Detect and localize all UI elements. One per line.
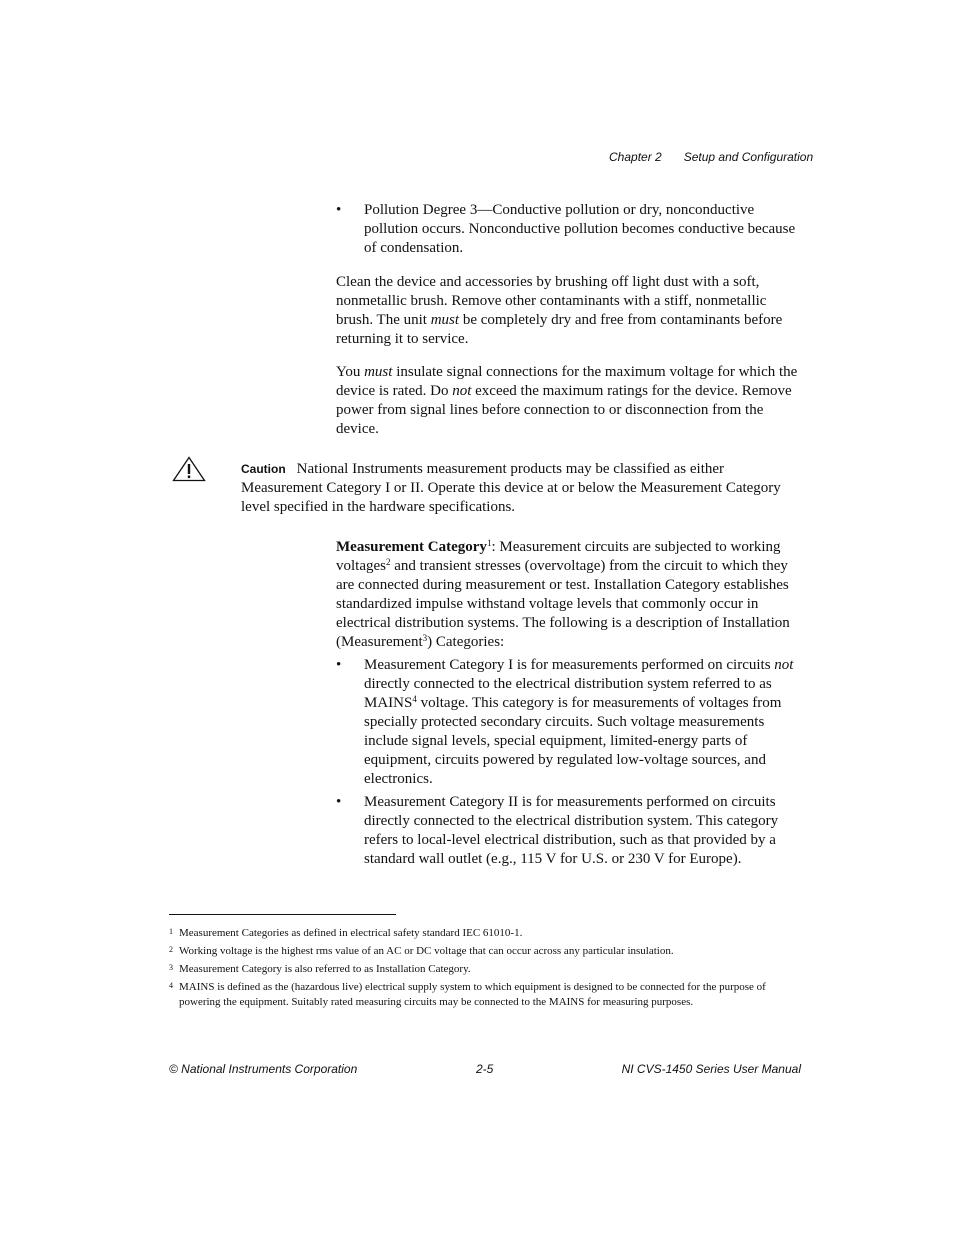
footnote-number: 4 — [169, 981, 173, 990]
bullet-marker: • — [336, 794, 342, 810]
footnote-text: Measurement Categories as defined in electrical safety standard IEC 61010-1. — [179, 927, 523, 939]
cleaning-paragraph — [336, 273, 801, 349]
footnote-item — [169, 962, 801, 977]
insulation-text-3: exceed the maximum ratings for the device. Remove power from signal lines before connection to or disconnection from the device. — [336, 383, 792, 437]
footnote-number: 2 — [169, 945, 173, 954]
insulation-emphasis-2: not — [452, 383, 472, 399]
pollution-degree-item — [336, 201, 801, 258]
warning-triangle-icon — [172, 456, 206, 482]
category-text-1: : Measurement circuits are subjected to working voltages — [336, 539, 781, 574]
footnote-text: Working voltage is the highest rms value of an AC or DC voltage that can occur across any particular insulation. — [179, 945, 674, 957]
footer-copyright: © National Instruments Corporation — [169, 1062, 358, 1076]
insulation-paragraph — [336, 363, 801, 439]
header-section: Setup and Configuration — [683, 150, 814, 164]
footnote-ref-2[interactable]: 2 — [386, 557, 391, 567]
footnote-ref-3[interactable]: 3 — [422, 633, 428, 643]
category-i-item — [336, 656, 801, 789]
measurement-category-heading: Measurement Category — [336, 539, 487, 555]
cleaning-emphasis: must — [430, 312, 460, 328]
caution-note — [241, 460, 801, 517]
footnote-item — [169, 944, 801, 959]
cleaning-text-2: be completely dry and free from contaminants before returning it to service. — [336, 312, 783, 347]
caution-text: National Instruments measurement products may be classified as either Measurement Category I or II. Operate this device at or below the Measurement Category level specified in the hardware specifications. — [241, 461, 781, 515]
category-ii-text: Measurement Category II is for measurements performed on circuits directly connected to the electrical distribution system. This category refers to local-level electrical distribution, such as that provided by a standard wall outlet (e.g., 115 V for U.S. or 230 V for Europe). — [364, 794, 779, 867]
footnote-number: 1 — [169, 927, 173, 936]
footnote-ref-1[interactable]: 1 — [486, 538, 492, 548]
insulation-text-1: You — [336, 364, 365, 380]
footnotes — [169, 926, 801, 1013]
category-i-text-3: voltage. This category is for measurements of voltages from specially protected secondary circuits. Such voltage measurements include signal levels, special equipment, limited-energy parts of equipment, circuits powered by regulated low-voltage sources, and electronics. — [364, 695, 782, 787]
footnote-item — [169, 980, 801, 1010]
category-text-3: ) Categories: — [427, 634, 505, 650]
insulation-text-2: insulate signal connections for the maximum voltage for which the device is rated. Do — [336, 364, 798, 399]
bullet-marker: • — [336, 202, 342, 218]
cleaning-text-1: Clean the device and accessories by brushing off light dust with a soft, nonmetallic brush. Remove other contaminants with a stiff, nonmetallic brush. The unit — [336, 274, 767, 328]
footnote-divider — [169, 914, 396, 915]
running-header — [609, 150, 813, 164]
page-number: 2-5 — [476, 1062, 494, 1076]
category-ii-item — [336, 793, 801, 869]
header-chapter: Chapter 2 — [609, 150, 662, 164]
footer-manual-title: NI CVS-1450 Series User Manual — [621, 1062, 801, 1076]
caution-label: Caution — [241, 462, 286, 476]
category-i-emphasis: not — [774, 657, 794, 673]
footnote-text: Measurement Category is also referred to as Installation Category. — [179, 963, 471, 975]
category-text-2: and transient stresses (overvoltage) from the circuit to which they are connected during measurement or test. Installation Category establishes standardized impulse withstand voltage levels that commonly occur in electrical distribution systems. The following is a description of Installation (Measurement — [336, 558, 790, 650]
pollution-degree-text: Pollution Degree 3—Conductive pollution or dry, nonconductive pollution occurs. Nonconductive pollution becomes conductive because of condensation. — [364, 202, 796, 256]
category-i-text-2: directly connected to the electrical distribution system referred to as MAINS — [364, 676, 772, 711]
category-i-text-1: Measurement Category I is for measurements performed on circuits — [364, 657, 775, 673]
footnote-number: 3 — [169, 963, 173, 972]
measurement-category-paragraph — [336, 538, 801, 652]
footnote-text: MAINS is defined as the (hazardous live) electrical supply system to which equipment is designed to be connected for the purpose of powering the equipment. Suitably rated measuring circuits may be connected to the MAINS for measuring purposes. — [179, 981, 766, 1008]
insulation-emphasis-1: must — [364, 364, 393, 380]
bullet-marker: • — [336, 657, 342, 673]
footnote-item — [169, 926, 801, 941]
footnote-ref-4[interactable]: 4 — [412, 694, 417, 704]
